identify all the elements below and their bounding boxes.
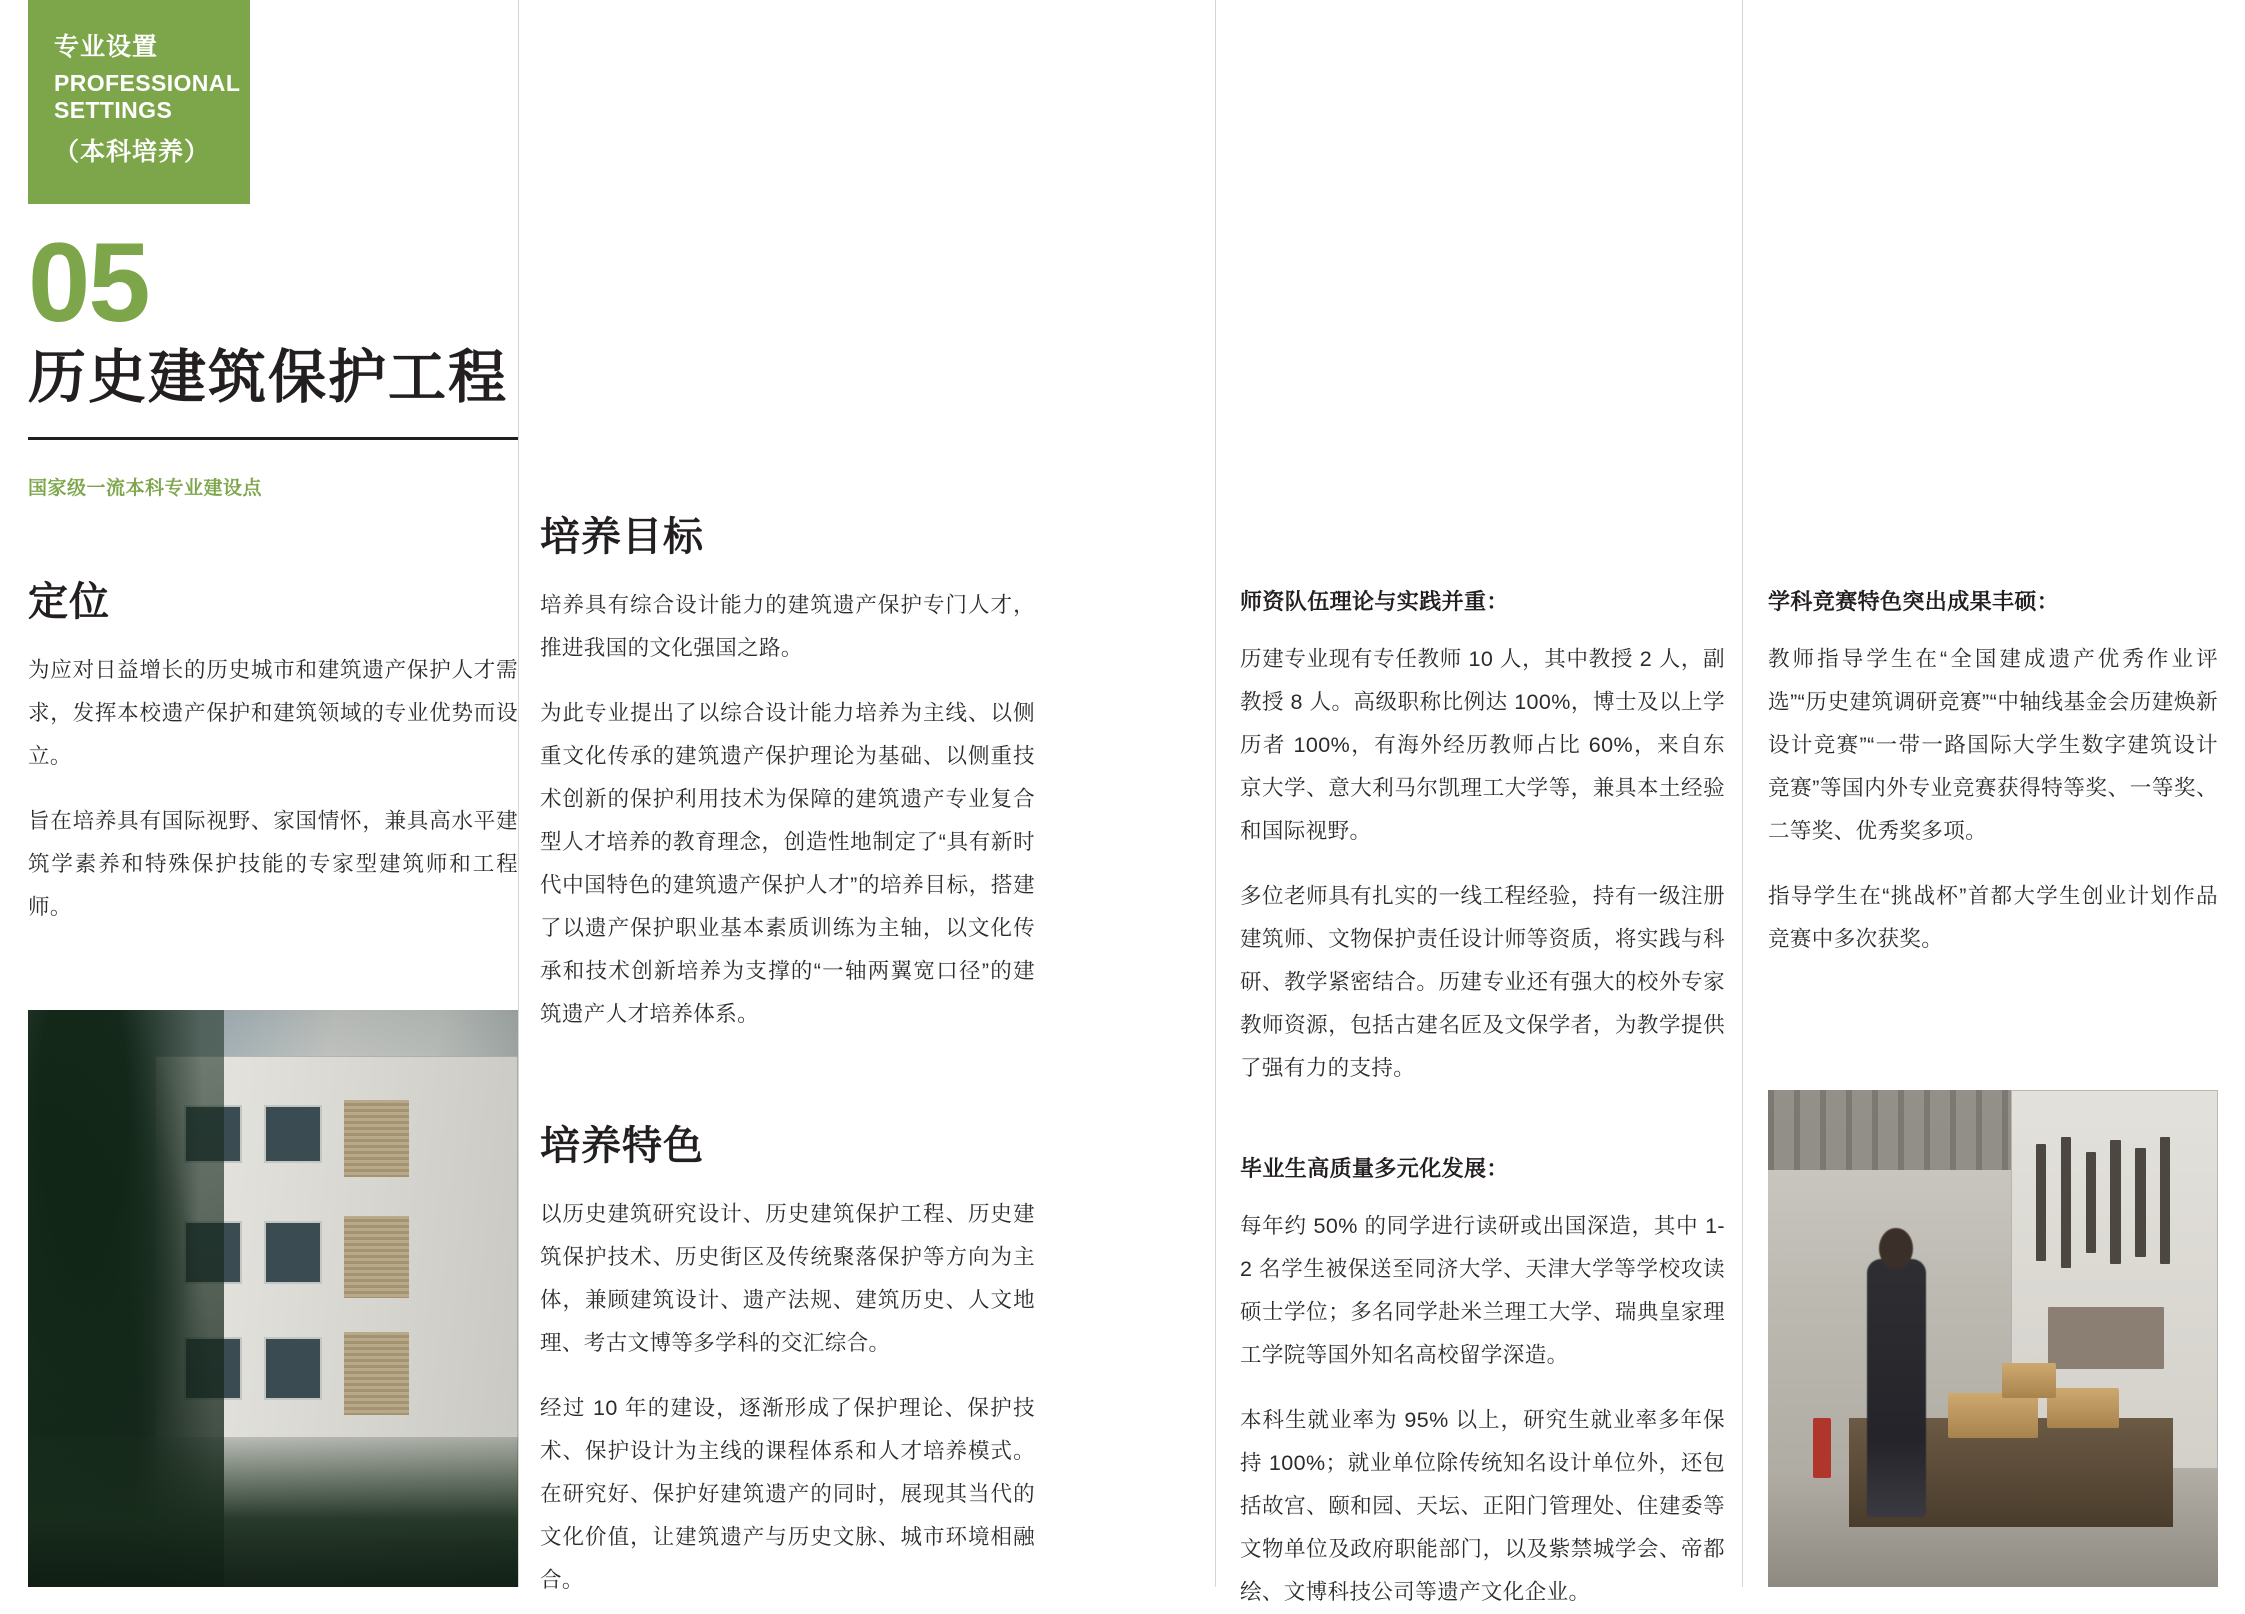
building-louver-panel	[344, 1100, 409, 1178]
heading-graduates: 毕业生高质量多元化发展：	[1240, 1156, 1509, 1181]
tag-title-en-line2: SETTINGS	[54, 97, 173, 124]
tag-title-en	[54, 70, 241, 124]
wall-tool	[2160, 1137, 2170, 1265]
page-title: 历史建筑保护工程	[28, 345, 509, 411]
heading-positioning: 定位	[28, 580, 110, 625]
wall-tool	[2086, 1152, 2096, 1253]
accreditation-badge: 国家级一流本科专业建设点	[28, 478, 263, 500]
wall-plaque	[2048, 1307, 2164, 1369]
building-window	[264, 1221, 322, 1284]
section-number: 05	[28, 220, 149, 345]
building-louver-panel	[344, 1216, 409, 1298]
campus-building-photo	[28, 1010, 518, 1587]
column-divider-3	[1742, 0, 1743, 1587]
competition-paragraph-2: 指导学生在“挑战杯”首都大学生创业计划作品竞赛中多次获奖。	[1768, 884, 2218, 951]
column-competitions	[1768, 585, 2218, 961]
goal-paragraph-2: 为此专业提出了以综合设计能力培养为主线、以侧重文化传承的建筑遗产保护理论为基础、以侧重技术创新的保护利用技术为保障的建筑遗产专业复合型人才培养的教育理念，创造性地制定了“具有新时代中国特色的建筑遗产保护人才”的培养目标，搭建了以遗产保护职业基本素质训练为主轴，以文化传承和技术创新培养为支撑的“一轴两翼宽口径”的建筑遗产人才培养体系。	[540, 701, 1035, 1026]
left-column	[28, 220, 518, 929]
fire-extinguisher	[1813, 1418, 1831, 1478]
heading-competition: 学科竞赛特色突出成果丰硕：	[1768, 589, 2060, 614]
graduates-paragraph-2: 本科生就业率为 95% 以上，研究生就业率多年保持 100%；就业单位除传统知名设计单位外，还包括故宫、颐和园、天坛、正阳门管理处、住建委等文物单位及政府职能部门，以及紫禁城学会、帝都绘、文博科技公司等遗产文化企业。	[1240, 1408, 1725, 1604]
heading-features: 培养特色	[540, 1124, 704, 1168]
wall-tool	[2110, 1140, 2120, 1264]
workshop-photo-render	[1768, 1090, 2218, 1587]
column-divider-2	[1215, 0, 1216, 1587]
wall-tool	[2135, 1148, 2145, 1257]
timber-piece	[2002, 1363, 2056, 1398]
wall-tool	[2061, 1137, 2071, 1269]
tag-title-cn: 专业设置	[54, 33, 159, 61]
building-louver-panel	[344, 1332, 409, 1414]
foreground-shrubs	[28, 1437, 518, 1587]
column-training-goal	[540, 505, 1035, 1602]
building-window	[264, 1105, 322, 1163]
graduates-paragraph-1: 每年约 50% 的同学进行读研或出国深造，其中 1-2 名学生被保送至同济大学、天津大学等学校攻读硕士学位；多名同学赴米兰理工大学、瑞典皇家理工学院等国外知名高校留学深造。	[1240, 1214, 1725, 1367]
positioning-paragraph-1: 为应对日益增长的历史城市和建筑遗产保护人才需求，发挥本校遗产保护和建筑领域的专业优势而设立。	[28, 658, 518, 769]
heading-goal: 培养目标	[540, 515, 704, 559]
professional-settings-tag	[28, 0, 250, 204]
title-divider	[28, 437, 518, 440]
column-faculty-graduates	[1240, 585, 1725, 1614]
timber-piece	[2047, 1388, 2119, 1428]
positioning-paragraph-2: 旨在培养具有国际视野、家国情怀，兼具高水平建筑学素养和特殊保护技能的专家型建筑师和工程师。	[28, 809, 518, 920]
tag-subtitle: （本科培养）	[54, 138, 211, 167]
campus-building-photo-render	[28, 1010, 518, 1587]
wall-tool	[2036, 1144, 2046, 1260]
building-window	[264, 1337, 322, 1400]
tag-title-en-line1: PROFESSIONAL	[54, 70, 241, 96]
workshop-photo	[1768, 1090, 2218, 1587]
column-divider-1	[518, 0, 519, 1587]
faculty-paragraph-1: 历建专业现有专任教师 10 人，其中教授 2 人，副教授 8 人。高级职称比例达 100%，博士及以上学历者 100%，有海外经历教师占比 60%，来自东京大学、意大利马尔凯理工大学等，兼具本土经验和国际视野。	[1240, 647, 1725, 843]
goal-paragraph-1: 培养具有综合设计能力的建筑遗产保护专门人才，推进我国的文化强国之路。	[540, 593, 1035, 660]
features-paragraph-1: 以历史建筑研究设计、历史建筑保护工程、历史建筑保护技术、历史街区及传统聚落保护等方向为主体，兼顾建筑设计、遗产法规、建筑历史、人文地理、考古文博等多学科的交汇综合。	[540, 1202, 1035, 1355]
competition-paragraph-1: 教师指导学生在“全国建成遗产优秀作业评选”“历史建筑调研竞赛”“中轴线基金会历建焕新设计竞赛”“一带一路国际大学生数字建筑设计竞赛”等国内外专业竞赛获得特等奖、一等奖、二等奖、优秀奖多项。	[1768, 647, 2218, 843]
worker-figure	[1867, 1259, 1926, 1517]
features-paragraph-2: 经过 10 年的建设，逐渐形成了保护理论、保护技术、保护设计为主线的课程体系和人才培养模式。在研究好、保护好建筑遗产的同时，展现其当代的文化价值，让建筑遗产与历史文脉、城市环境相融合。	[540, 1396, 1035, 1592]
faculty-paragraph-2: 多位老师具有扎实的一线工程经验，持有一级注册建筑师、文物保护责任设计师等资质，将实践与科研、教学紧密结合。历建专业还有强大的校外专家教师资源，包括古建名匠及文保学者，为教学提供了强有力的支持。	[1240, 884, 1725, 1080]
timber-piece	[1948, 1393, 2038, 1438]
heading-faculty: 师资队伍理论与实践并重：	[1240, 589, 1509, 614]
